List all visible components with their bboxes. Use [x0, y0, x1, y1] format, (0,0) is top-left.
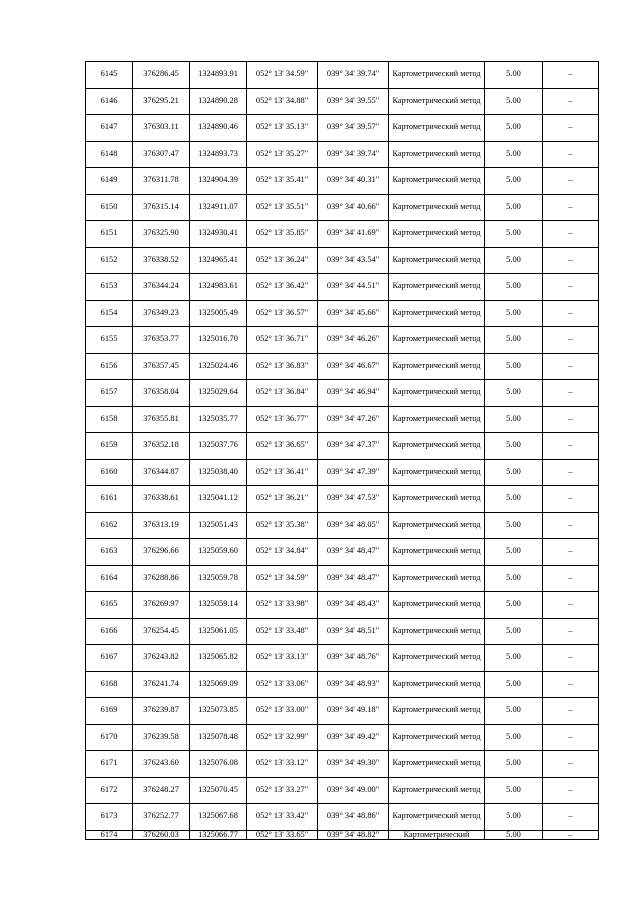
- latitude-cell: 052° 13' 34.59": [247, 565, 318, 592]
- accuracy-cell: 5.00: [485, 671, 543, 698]
- table-row: [86, 300, 599, 327]
- accuracy-cell: 5.00: [485, 698, 543, 725]
- note-cell: –: [543, 830, 599, 840]
- note-cell: –: [543, 300, 599, 327]
- note-cell: –: [543, 168, 599, 195]
- x-coordinate-cell: 376248.27: [133, 777, 190, 804]
- longitude-cell: 039° 34' 48.47": [318, 565, 389, 592]
- accuracy-cell: 5.00: [485, 724, 543, 751]
- y-coordinate-cell: 1324890.28: [190, 88, 247, 115]
- point-number-cell: 6152: [86, 247, 133, 274]
- method-cell: Картометрический метод: [389, 406, 485, 433]
- longitude-cell: 039° 34' 48.86": [318, 804, 389, 831]
- note-cell: –: [543, 671, 599, 698]
- longitude-cell: 039° 34' 48.76": [318, 645, 389, 672]
- latitude-cell: 052° 13' 36.71": [247, 327, 318, 354]
- latitude-cell: 052° 13' 33.27": [247, 777, 318, 804]
- method-cell: Картометрический метод: [389, 671, 485, 698]
- method-cell: Картометрический метод: [389, 62, 485, 89]
- accuracy-cell: 5.00: [485, 221, 543, 248]
- latitude-cell: 052° 13' 35.13": [247, 115, 318, 142]
- longitude-cell: 039° 34' 39.55": [318, 88, 389, 115]
- note-cell: –: [543, 486, 599, 513]
- y-coordinate-cell: 1325059.60: [190, 539, 247, 566]
- longitude-cell: 039° 34' 46.26": [318, 327, 389, 354]
- y-coordinate-cell: 1325059.14: [190, 592, 247, 619]
- latitude-cell: 052° 13' 34.88": [247, 88, 318, 115]
- point-number-cell: 6164: [86, 565, 133, 592]
- y-coordinate-cell: 1325061.05: [190, 618, 247, 645]
- note-cell: –: [543, 194, 599, 221]
- latitude-cell: 052° 13' 36.41": [247, 459, 318, 486]
- method-cell: Картометрический: [389, 830, 485, 840]
- x-coordinate-cell: 376241.74: [133, 671, 190, 698]
- table-row: [86, 671, 599, 698]
- latitude-cell: 052° 13' 36.83": [247, 353, 318, 380]
- y-coordinate-cell: 1325037.76: [190, 433, 247, 460]
- longitude-cell: 039° 34' 48.51": [318, 618, 389, 645]
- method-cell: Картометрический метод: [389, 539, 485, 566]
- accuracy-cell: 5.00: [485, 141, 543, 168]
- x-coordinate-cell: 376338.52: [133, 247, 190, 274]
- method-cell: Картометрический метод: [389, 777, 485, 804]
- table-row: [86, 724, 599, 751]
- latitude-cell: 052° 13' 33.42": [247, 804, 318, 831]
- x-coordinate-cell: 376338.61: [133, 486, 190, 513]
- longitude-cell: 039° 34' 43.54": [318, 247, 389, 274]
- x-coordinate-cell: 376313.19: [133, 512, 190, 539]
- note-cell: –: [543, 804, 599, 831]
- latitude-cell: 052° 13' 36.21": [247, 486, 318, 513]
- method-cell: Картометрический метод: [389, 141, 485, 168]
- y-coordinate-cell: 1325005.49: [190, 300, 247, 327]
- note-cell: –: [543, 777, 599, 804]
- longitude-cell: 039° 34' 46.67": [318, 353, 389, 380]
- y-coordinate-cell: 1325069.09: [190, 671, 247, 698]
- method-cell: Картометрический метод: [389, 88, 485, 115]
- accuracy-cell: 5.00: [485, 645, 543, 672]
- method-cell: Картометрический метод: [389, 724, 485, 751]
- latitude-cell: 052° 13' 33.98": [247, 592, 318, 619]
- x-coordinate-cell: 376239.87: [133, 698, 190, 725]
- table-row: [86, 274, 599, 301]
- note-cell: –: [543, 459, 599, 486]
- point-number-cell: 6166: [86, 618, 133, 645]
- longitude-cell: 039° 34' 48.47": [318, 539, 389, 566]
- note-cell: –: [543, 539, 599, 566]
- method-cell: Картометрический метод: [389, 804, 485, 831]
- note-cell: –: [543, 88, 599, 115]
- table-row: [86, 486, 599, 513]
- y-coordinate-cell: 1325078.48: [190, 724, 247, 751]
- accuracy-cell: 5.00: [485, 433, 543, 460]
- latitude-cell: 052° 13' 34.59": [247, 62, 318, 89]
- point-number-cell: 6168: [86, 671, 133, 698]
- method-cell: Картометрический метод: [389, 459, 485, 486]
- method-cell: Картометрический метод: [389, 168, 485, 195]
- x-coordinate-cell: 376254.45: [133, 618, 190, 645]
- note-cell: –: [543, 380, 599, 407]
- y-coordinate-cell: 1325035.77: [190, 406, 247, 433]
- latitude-cell: 052° 13' 33.00": [247, 698, 318, 725]
- longitude-cell: 039° 34' 47.53": [318, 486, 389, 513]
- accuracy-cell: 5.00: [485, 512, 543, 539]
- y-coordinate-cell: 1325067.68: [190, 804, 247, 831]
- method-cell: Картометрический метод: [389, 433, 485, 460]
- y-coordinate-cell: 1324890.46: [190, 115, 247, 142]
- latitude-cell: 052° 13' 33.65": [247, 830, 318, 840]
- method-cell: Картометрический метод: [389, 512, 485, 539]
- latitude-cell: 052° 13' 33.12": [247, 751, 318, 778]
- method-cell: Картометрический метод: [389, 486, 485, 513]
- point-number-cell: 6150: [86, 194, 133, 221]
- point-number-cell: 6172: [86, 777, 133, 804]
- table-row: [86, 62, 599, 89]
- table-row: [86, 168, 599, 195]
- x-coordinate-cell: 376344.24: [133, 274, 190, 301]
- note-cell: –: [543, 592, 599, 619]
- accuracy-cell: 5.00: [485, 274, 543, 301]
- y-coordinate-cell: 1325070.45: [190, 777, 247, 804]
- note-cell: –: [543, 698, 599, 725]
- note-cell: –: [543, 327, 599, 354]
- note-cell: –: [543, 565, 599, 592]
- method-cell: Картометрический метод: [389, 327, 485, 354]
- method-cell: Картометрический метод: [389, 565, 485, 592]
- accuracy-cell: 5.00: [485, 539, 543, 566]
- point-number-cell: 6173: [86, 804, 133, 831]
- x-coordinate-cell: 376286.45: [133, 62, 190, 89]
- accuracy-cell: 5.00: [485, 88, 543, 115]
- x-coordinate-cell: 376243.82: [133, 645, 190, 672]
- method-cell: Картометрический метод: [389, 592, 485, 619]
- y-coordinate-cell: 1325073.85: [190, 698, 247, 725]
- x-coordinate-cell: 376357.45: [133, 353, 190, 380]
- accuracy-cell: 5.00: [485, 247, 543, 274]
- longitude-cell: 039° 34' 39.74": [318, 62, 389, 89]
- note-cell: –: [543, 353, 599, 380]
- accuracy-cell: 5.00: [485, 327, 543, 354]
- table-row: [86, 618, 599, 645]
- x-coordinate-cell: 376355.81: [133, 406, 190, 433]
- method-cell: Картометрический метод: [389, 274, 485, 301]
- method-cell: Картометрический метод: [389, 380, 485, 407]
- y-coordinate-cell: 1324904.39: [190, 168, 247, 195]
- latitude-cell: 052° 13' 33.13": [247, 645, 318, 672]
- accuracy-cell: 5.00: [485, 830, 543, 840]
- table-row: [86, 353, 599, 380]
- accuracy-cell: 5.00: [485, 592, 543, 619]
- point-number-cell: 6161: [86, 486, 133, 513]
- accuracy-cell: 5.00: [485, 565, 543, 592]
- note-cell: –: [543, 115, 599, 142]
- y-coordinate-cell: 1325029.64: [190, 380, 247, 407]
- table-row: [86, 221, 599, 248]
- latitude-cell: 052° 13' 34.84": [247, 539, 318, 566]
- accuracy-cell: 5.00: [485, 380, 543, 407]
- x-coordinate-cell: 376252.77: [133, 804, 190, 831]
- latitude-cell: 052° 13' 36.77": [247, 406, 318, 433]
- latitude-cell: 052° 13' 32.99": [247, 724, 318, 751]
- y-coordinate-cell: 1324930.41: [190, 221, 247, 248]
- y-coordinate-cell: 1325051.43: [190, 512, 247, 539]
- y-coordinate-cell: 1325016.70: [190, 327, 247, 354]
- accuracy-cell: 5.00: [485, 406, 543, 433]
- x-coordinate-cell: 376358.04: [133, 380, 190, 407]
- x-coordinate-cell: 376303.11: [133, 115, 190, 142]
- table-row: [86, 380, 599, 407]
- latitude-cell: 052° 13' 36.24": [247, 247, 318, 274]
- y-coordinate-cell: 1324983.61: [190, 274, 247, 301]
- latitude-cell: 052° 13' 36.42": [247, 274, 318, 301]
- method-cell: Картометрический метод: [389, 221, 485, 248]
- longitude-cell: 039° 34' 40.31": [318, 168, 389, 195]
- point-number-cell: 6149: [86, 168, 133, 195]
- latitude-cell: 052° 13' 35.27": [247, 141, 318, 168]
- y-coordinate-cell: 1325076.08: [190, 751, 247, 778]
- longitude-cell: 039° 34' 48.05": [318, 512, 389, 539]
- latitude-cell: 052° 13' 36.65": [247, 433, 318, 460]
- x-coordinate-cell: 376269.97: [133, 592, 190, 619]
- longitude-cell: 039° 34' 45.66": [318, 300, 389, 327]
- point-number-cell: 6167: [86, 645, 133, 672]
- accuracy-cell: 5.00: [485, 804, 543, 831]
- y-coordinate-cell: 1325066.77: [190, 830, 247, 840]
- table-row: [86, 433, 599, 460]
- longitude-cell: 039° 34' 49.00": [318, 777, 389, 804]
- note-cell: –: [543, 618, 599, 645]
- table-row: [86, 777, 599, 804]
- method-cell: Картометрический метод: [389, 353, 485, 380]
- accuracy-cell: 5.00: [485, 486, 543, 513]
- point-number-cell: 6145: [86, 62, 133, 89]
- table-row: [86, 406, 599, 433]
- accuracy-cell: 5.00: [485, 777, 543, 804]
- point-number-cell: 6155: [86, 327, 133, 354]
- latitude-cell: 052° 13' 35.51": [247, 194, 318, 221]
- longitude-cell: 039° 34' 49.42": [318, 724, 389, 751]
- note-cell: –: [543, 645, 599, 672]
- note-cell: –: [543, 141, 599, 168]
- y-coordinate-cell: 1325041.12: [190, 486, 247, 513]
- accuracy-cell: 5.00: [485, 168, 543, 195]
- y-coordinate-cell: 1324911.07: [190, 194, 247, 221]
- y-coordinate-cell: 1324965.41: [190, 247, 247, 274]
- longitude-cell: 039° 34' 41.69": [318, 221, 389, 248]
- longitude-cell: 039° 34' 46.94": [318, 380, 389, 407]
- x-coordinate-cell: 376311.78: [133, 168, 190, 195]
- table-row: [86, 141, 599, 168]
- point-number-cell: 6165: [86, 592, 133, 619]
- coordinates-table: [85, 61, 599, 840]
- point-number-cell: 6151: [86, 221, 133, 248]
- longitude-cell: 039° 34' 47.37": [318, 433, 389, 460]
- latitude-cell: 052° 13' 33.06": [247, 671, 318, 698]
- longitude-cell: 039° 34' 44.51": [318, 274, 389, 301]
- y-coordinate-cell: 1325024.46: [190, 353, 247, 380]
- point-number-cell: 6157: [86, 380, 133, 407]
- table-row: [86, 830, 599, 840]
- x-coordinate-cell: 376315.14: [133, 194, 190, 221]
- note-cell: –: [543, 433, 599, 460]
- longitude-cell: 039° 34' 39.74": [318, 141, 389, 168]
- table-row: [86, 327, 599, 354]
- point-number-cell: 6146: [86, 88, 133, 115]
- x-coordinate-cell: 376260.03: [133, 830, 190, 840]
- y-coordinate-cell: 1325038.40: [190, 459, 247, 486]
- table-row: [86, 645, 599, 672]
- x-coordinate-cell: 376239.58: [133, 724, 190, 751]
- accuracy-cell: 5.00: [485, 115, 543, 142]
- method-cell: Картометрический метод: [389, 194, 485, 221]
- x-coordinate-cell: 376307.47: [133, 141, 190, 168]
- note-cell: –: [543, 221, 599, 248]
- x-coordinate-cell: 376352.18: [133, 433, 190, 460]
- y-coordinate-cell: 1325065.82: [190, 645, 247, 672]
- point-number-cell: 6153: [86, 274, 133, 301]
- x-coordinate-cell: 376325.90: [133, 221, 190, 248]
- latitude-cell: 052° 13' 35.41": [247, 168, 318, 195]
- longitude-cell: 039° 34' 49.18": [318, 698, 389, 725]
- longitude-cell: 039° 34' 39.57": [318, 115, 389, 142]
- point-number-cell: 6174: [86, 830, 133, 840]
- table-row: [86, 565, 599, 592]
- x-coordinate-cell: 376344.87: [133, 459, 190, 486]
- note-cell: –: [543, 751, 599, 778]
- note-cell: –: [543, 406, 599, 433]
- longitude-cell: 039° 34' 47.39": [318, 459, 389, 486]
- point-number-cell: 6147: [86, 115, 133, 142]
- method-cell: Картометрический метод: [389, 751, 485, 778]
- longitude-cell: 039° 34' 48.93": [318, 671, 389, 698]
- table-row: [86, 539, 599, 566]
- x-coordinate-cell: 376295.21: [133, 88, 190, 115]
- x-coordinate-cell: 376296.66: [133, 539, 190, 566]
- x-coordinate-cell: 376243.60: [133, 751, 190, 778]
- accuracy-cell: 5.00: [485, 459, 543, 486]
- accuracy-cell: 5.00: [485, 62, 543, 89]
- table-row: [86, 247, 599, 274]
- longitude-cell: 039° 34' 40.66": [318, 194, 389, 221]
- table-row: [86, 115, 599, 142]
- table-body: [86, 62, 599, 840]
- point-number-cell: 6170: [86, 724, 133, 751]
- x-coordinate-cell: 376349.23: [133, 300, 190, 327]
- x-coordinate-cell: 376288.86: [133, 565, 190, 592]
- method-cell: Картометрический метод: [389, 618, 485, 645]
- table-row: [86, 459, 599, 486]
- y-coordinate-cell: 1324893.91: [190, 62, 247, 89]
- note-cell: –: [543, 512, 599, 539]
- table-row: [86, 592, 599, 619]
- y-coordinate-cell: 1325059.78: [190, 565, 247, 592]
- note-cell: –: [543, 724, 599, 751]
- longitude-cell: 039° 34' 48.82": [318, 830, 389, 840]
- method-cell: Картометрический метод: [389, 645, 485, 672]
- point-number-cell: 6158: [86, 406, 133, 433]
- table-row: [86, 194, 599, 221]
- longitude-cell: 039° 34' 49.30": [318, 751, 389, 778]
- note-cell: –: [543, 274, 599, 301]
- latitude-cell: 052° 13' 33.48": [247, 618, 318, 645]
- accuracy-cell: 5.00: [485, 300, 543, 327]
- accuracy-cell: 5.00: [485, 751, 543, 778]
- longitude-cell: 039° 34' 48.43": [318, 592, 389, 619]
- table-row: [86, 88, 599, 115]
- point-number-cell: 6171: [86, 751, 133, 778]
- method-cell: Картометрический метод: [389, 247, 485, 274]
- method-cell: Картометрический метод: [389, 300, 485, 327]
- table-row: [86, 512, 599, 539]
- note-cell: –: [543, 247, 599, 274]
- accuracy-cell: 5.00: [485, 618, 543, 645]
- point-number-cell: 6160: [86, 459, 133, 486]
- x-coordinate-cell: 376353.77: [133, 327, 190, 354]
- note-cell: –: [543, 62, 599, 89]
- accuracy-cell: 5.00: [485, 353, 543, 380]
- point-number-cell: 6148: [86, 141, 133, 168]
- point-number-cell: 6163: [86, 539, 133, 566]
- point-number-cell: 6156: [86, 353, 133, 380]
- table-row: [86, 751, 599, 778]
- latitude-cell: 052° 13' 35.38": [247, 512, 318, 539]
- point-number-cell: 6159: [86, 433, 133, 460]
- y-coordinate-cell: 1324893.73: [190, 141, 247, 168]
- table-row: [86, 804, 599, 831]
- method-cell: Картометрический метод: [389, 698, 485, 725]
- point-number-cell: 6154: [86, 300, 133, 327]
- longitude-cell: 039° 34' 47.26": [318, 406, 389, 433]
- accuracy-cell: 5.00: [485, 194, 543, 221]
- table-row: [86, 698, 599, 725]
- latitude-cell: 052° 13' 36.84": [247, 380, 318, 407]
- point-number-cell: 6169: [86, 698, 133, 725]
- point-number-cell: 6162: [86, 512, 133, 539]
- latitude-cell: 052° 13' 36.57": [247, 300, 318, 327]
- latitude-cell: 052° 13' 35.85": [247, 221, 318, 248]
- method-cell: Картометрический метод: [389, 115, 485, 142]
